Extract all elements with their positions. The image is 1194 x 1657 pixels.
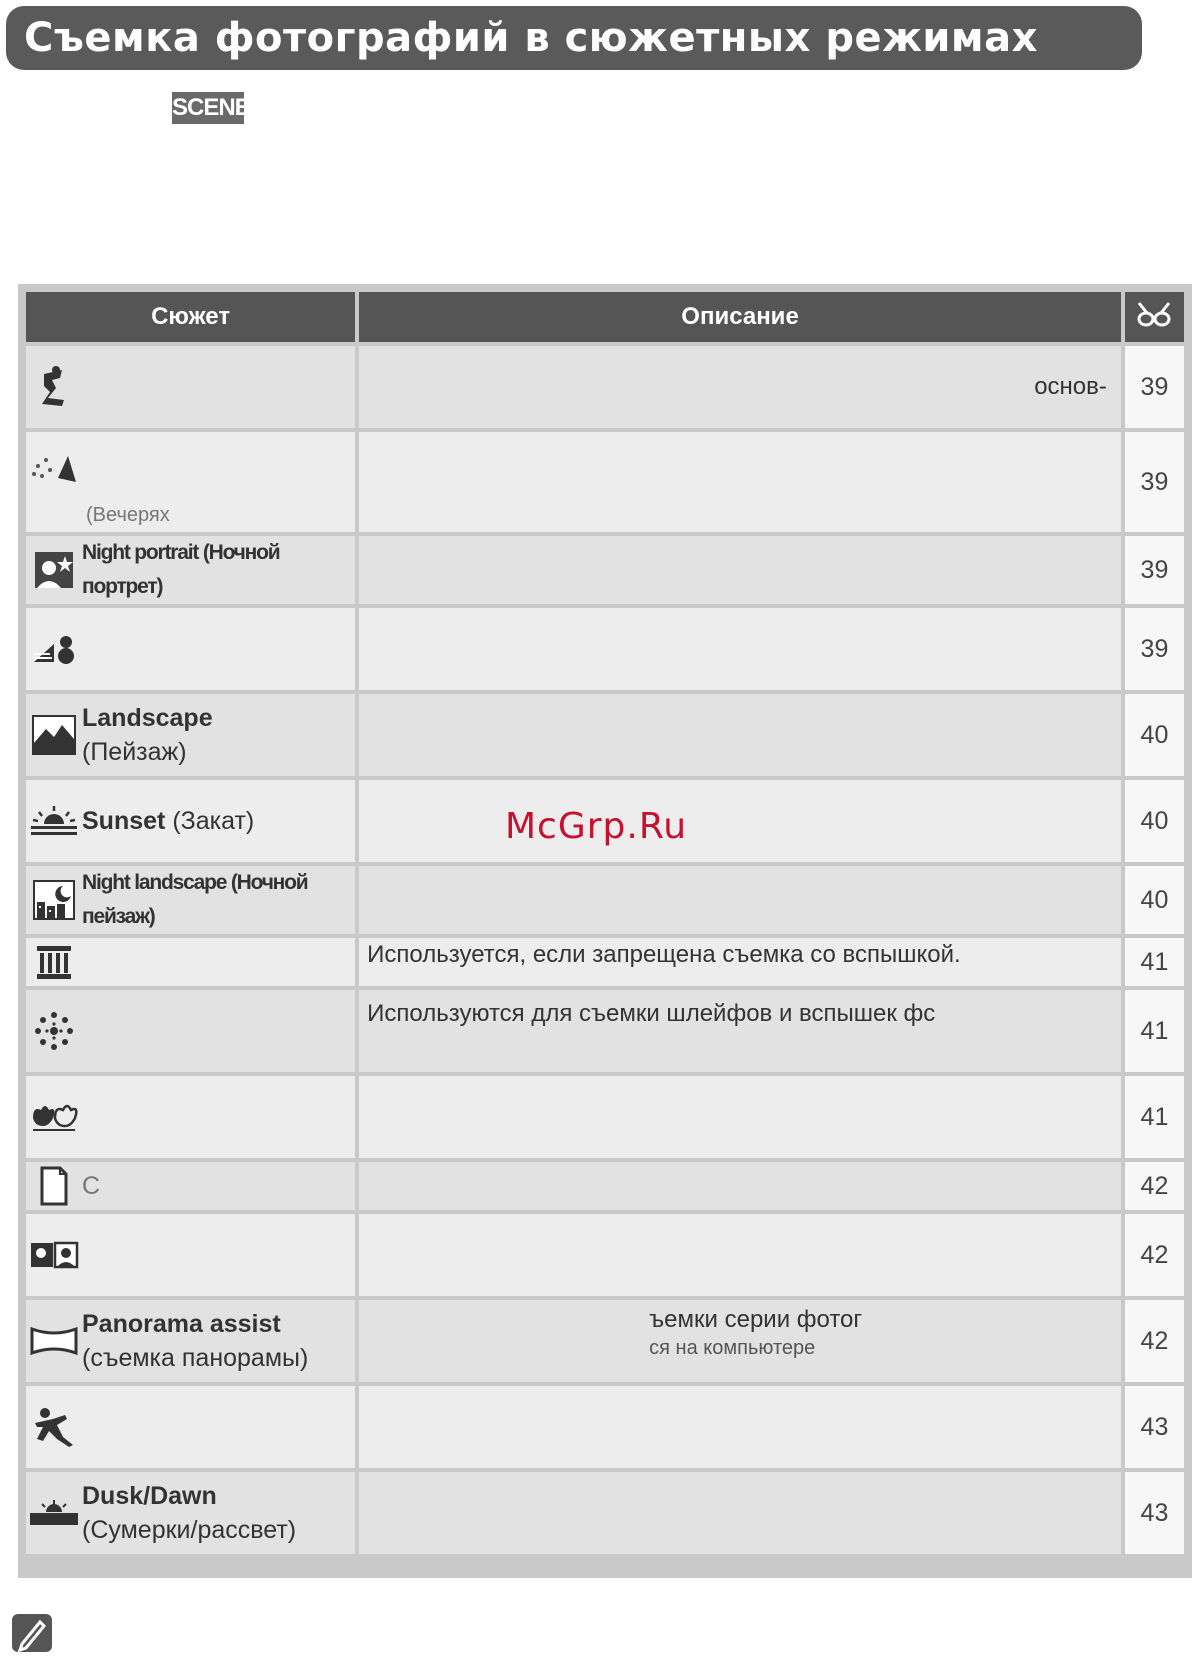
page-number: 40 bbox=[1125, 866, 1184, 934]
party-indoor-icon bbox=[26, 364, 82, 410]
table-row bbox=[26, 1214, 1184, 1296]
scene-name-translation: (Сумерки/рассвет) bbox=[82, 1516, 297, 1544]
scene-name: Night landscape (Ночной пейзаж) bbox=[82, 871, 308, 928]
description-text: ъемки серии фотог bbox=[649, 1306, 863, 1333]
page-number: 43 bbox=[1125, 1386, 1184, 1468]
page-number: 41 bbox=[1125, 938, 1184, 986]
column-header-page bbox=[1125, 292, 1184, 342]
table-row bbox=[26, 694, 1184, 776]
page-number: 39 bbox=[1125, 346, 1184, 428]
table-row bbox=[26, 990, 1184, 1072]
scene-name: Dusk/Dawn bbox=[82, 1482, 217, 1510]
description-text: основ- bbox=[1034, 373, 1107, 400]
page-number: 39 bbox=[1125, 608, 1184, 690]
fireworks-icon bbox=[26, 1009, 82, 1053]
close-up-icon bbox=[26, 1100, 82, 1134]
scene-name: Sunset bbox=[82, 807, 166, 835]
scene-name-translation: (съемка панорамы) bbox=[82, 1344, 309, 1372]
page-number: 40 bbox=[1125, 694, 1184, 776]
table-row bbox=[26, 1472, 1184, 1554]
night-portrait-icon bbox=[26, 550, 82, 590]
table-row bbox=[26, 536, 1184, 604]
scene-mode-table bbox=[18, 284, 1192, 1578]
page-number: 39 bbox=[1125, 536, 1184, 604]
scene-mode-badge: SCENE bbox=[172, 92, 244, 124]
column-header-description: Описание bbox=[359, 292, 1121, 342]
scene-name-translation: (Пейзаж) bbox=[82, 738, 187, 766]
scene-name-translation: (Закат) bbox=[172, 807, 255, 835]
sunset-icon bbox=[26, 804, 82, 838]
table-row bbox=[26, 866, 1184, 934]
page-title: Съемка фотографий в сюжетных режимах bbox=[6, 6, 1142, 70]
page-number: 40 bbox=[1125, 780, 1184, 862]
table-row bbox=[26, 608, 1184, 690]
page-number: 41 bbox=[1125, 990, 1184, 1072]
scene-name: Night portrait (Ночной портрет) bbox=[82, 541, 280, 598]
table-row bbox=[26, 1300, 1184, 1382]
table-row bbox=[26, 938, 1184, 986]
eye-pages-icon bbox=[1135, 310, 1173, 337]
landscape-icon bbox=[26, 715, 82, 755]
page-number: 42 bbox=[1125, 1162, 1184, 1210]
watermark: McGrp.Ru bbox=[505, 806, 688, 847]
museum-icon bbox=[26, 944, 82, 980]
scene-name: (Вечерях bbox=[86, 504, 170, 526]
beach-snow-icon bbox=[26, 442, 82, 498]
scene-name: С bbox=[82, 1172, 101, 1200]
dusk-dawn-icon bbox=[26, 1498, 82, 1528]
description-text: Используются для съемки шлейфов и вспышек фс bbox=[367, 1000, 936, 1027]
copy-icon bbox=[26, 1166, 82, 1206]
description-text-2: ся на компьютере bbox=[649, 1337, 816, 1359]
note-pencil-icon bbox=[12, 1614, 52, 1652]
page-number: 43 bbox=[1125, 1472, 1184, 1554]
sports-icon bbox=[26, 1405, 82, 1449]
page-number: 42 bbox=[1125, 1300, 1184, 1382]
back-light-icon bbox=[26, 1239, 82, 1271]
page-number: 41 bbox=[1125, 1076, 1184, 1158]
table-row bbox=[26, 1076, 1184, 1158]
description-text: Используется, если запрещена съемка со вспышкой. bbox=[367, 941, 961, 968]
table-row bbox=[26, 1162, 1184, 1210]
beach-snow-icon bbox=[26, 632, 82, 666]
table-row bbox=[26, 1386, 1184, 1468]
scene-name: Landscape bbox=[82, 704, 213, 732]
column-header-scene: Сюжет bbox=[26, 292, 355, 342]
table-row bbox=[26, 432, 1184, 532]
night-landscape-icon bbox=[26, 880, 82, 920]
page-number: 42 bbox=[1125, 1214, 1184, 1296]
scene-name: Panorama assist bbox=[82, 1310, 281, 1338]
panorama-icon bbox=[26, 1325, 82, 1357]
page-number: 39 bbox=[1125, 432, 1184, 532]
table-row bbox=[26, 346, 1184, 428]
